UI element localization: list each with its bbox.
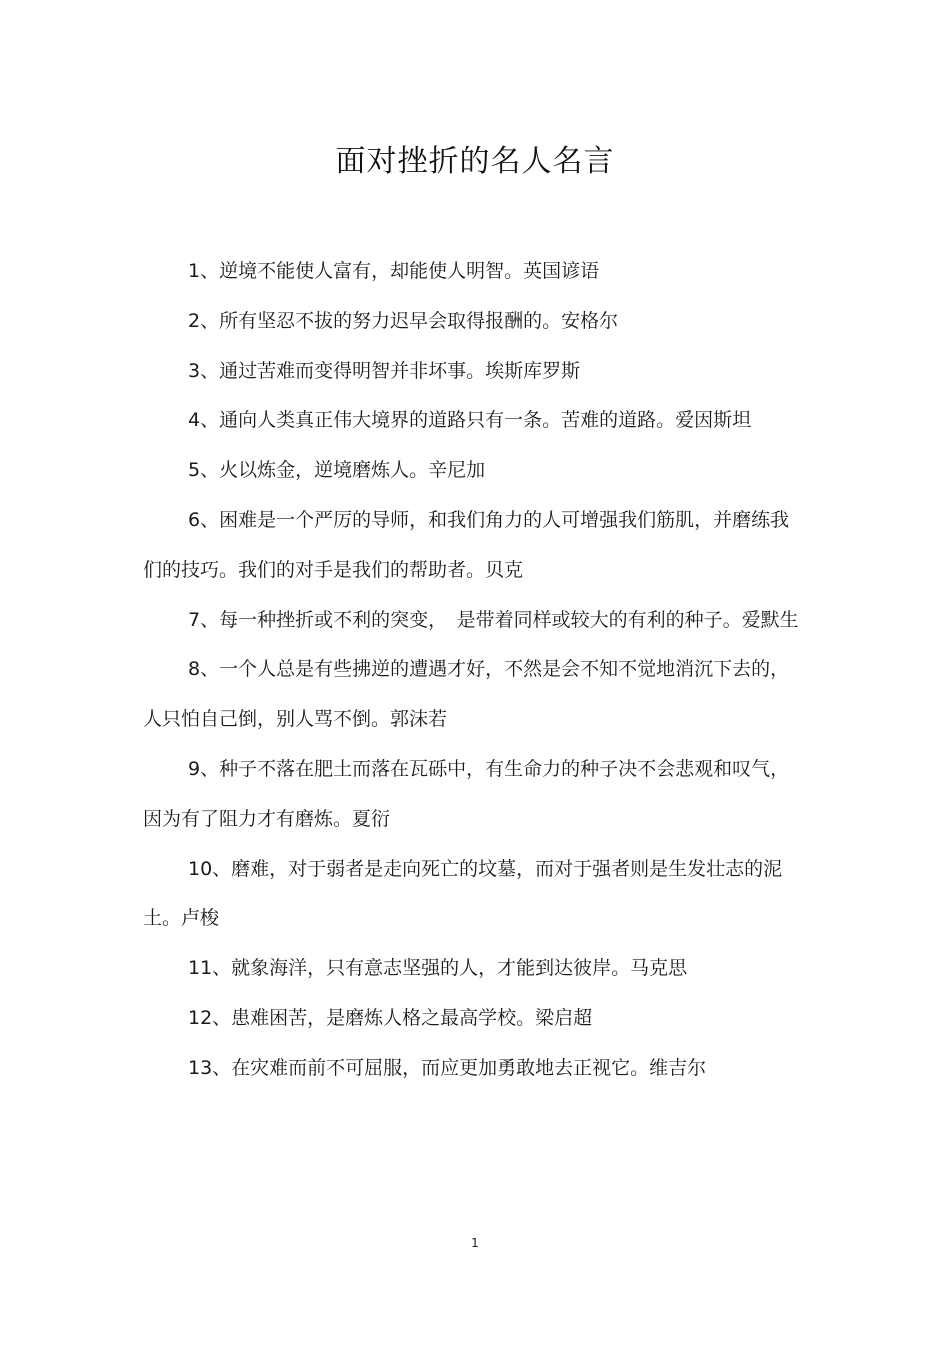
document-title: 面对挫折的名人名言 [335, 144, 615, 179]
quote-item: 8、一个人总是有些拂逆的遭遇才好，不然是会不知不觉地消沉下去的，人只怕自己倒，别人骂不倒。郭沫若 [143, 658, 790, 731]
quote-item: 7、每一种挫折或不利的突变， 是带着同样或较大的有利的种子。爱默生 [188, 608, 799, 631]
quote-item: 1、逆境不能使人富有，却能使人明智。英国谚语 [188, 260, 600, 282]
quote-item: 13、在灾难而前不可屈服，而应更加勇敢地去正视它。维吉尔 [188, 1056, 707, 1079]
quote-item: 12、患难困苦，是磨炼人格之最高学校。梁启超 [188, 1006, 593, 1029]
quote-item: 5、火以炼金，逆境磨炼人。辛尼加 [188, 459, 486, 482]
quote-item: 11、就象海洋，只有意志坚强的人，才能到达彼岸。马克思 [188, 957, 688, 980]
quote-item: 4、通向人类真正伟大境界的道路只有一条。苦难的道路。爱因斯坦 [188, 409, 752, 432]
quote-item: 3、通过苦难而变得明智并非坏事。埃斯库罗斯 [188, 359, 581, 382]
quote-item: 9、种子不落在肥土而落在瓦砾中，有生命力的种子决不会悲观和叹气，因为有了阻力才有磨炼。夏衍 [143, 757, 790, 830]
quote-list [143, 247, 803, 1094]
quote-item: 6、困难是一个严厉的导师，和我们角力的人可增强我们筋肌，并磨练我们的技巧。我们的对手是我们的帮助者。贝克 [143, 508, 790, 581]
page-number: 1 [471, 1236, 479, 1250]
quote-item: 2、所有坚忍不拔的努力迟早会取得报酬的。安格尔 [188, 309, 619, 332]
quote-item: 10、磨难，对于弱者是走向死亡的坟墓，而对于强者则是生发壮志的泥土。卢梭 [143, 857, 783, 930]
